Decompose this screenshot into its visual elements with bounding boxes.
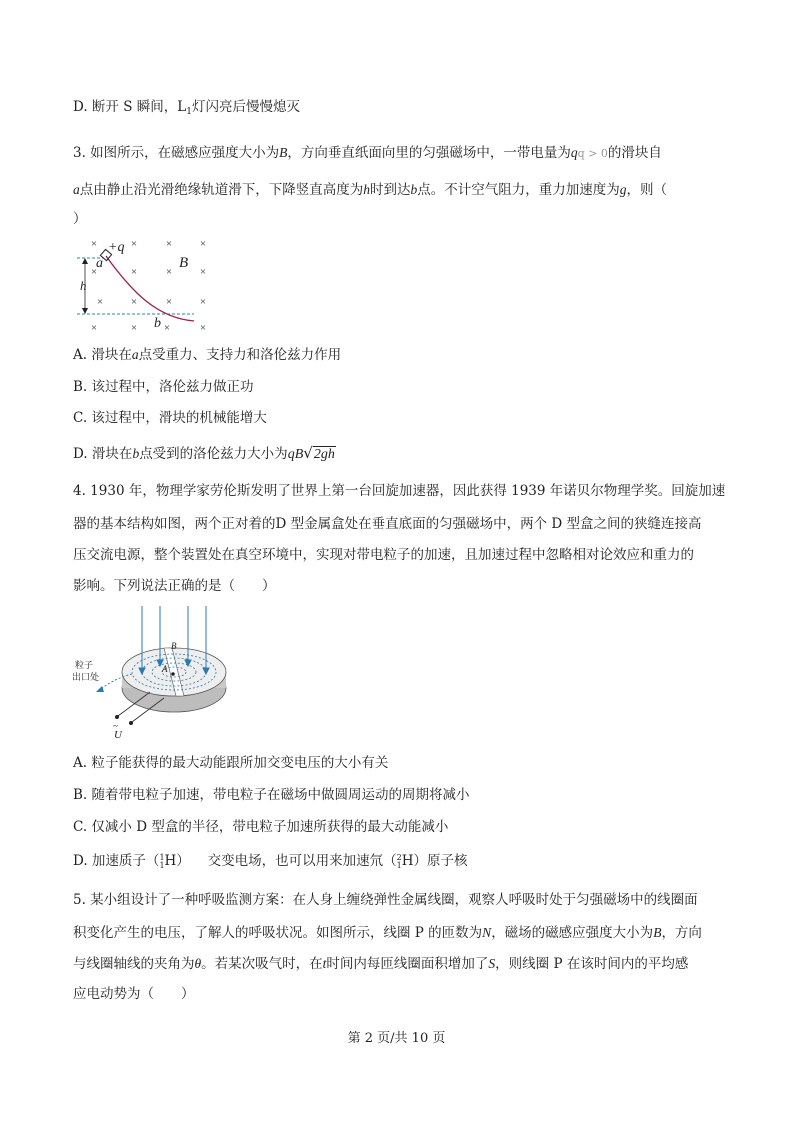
B-label: B <box>171 641 177 651</box>
svg-text:×: × <box>163 322 171 334</box>
svg-text:×: × <box>96 296 104 308</box>
svg-text:×: × <box>130 266 138 278</box>
q4-stem-line2: 器的基本结构如图，两个正对着的D 型金属盒处在垂直底面的匀强磁场中，两个 D 型盒之间的狭缝连接高 <box>73 516 702 532</box>
svg-text:×: × <box>199 296 207 308</box>
svg-text:×: × <box>165 266 173 278</box>
B-label: B <box>179 255 189 271</box>
q4-stem-line1: 4. 1930 年，物理学家劳伦斯发明了世界上第一台回旋加速器，因此获得 1939 年诺贝尔物理学奖。回旋加速 <box>73 483 726 499</box>
q4-option-d: D. 加速质子（1 1H） 交变电场，也可以用来加速氘（2 1H）原子核 <box>73 852 468 870</box>
svg-text:×: × <box>130 322 138 334</box>
q4-cyclotron-figure <box>72 604 232 744</box>
q3-stem-line3: ） <box>73 211 87 227</box>
q5-stem-line2: 积变化产生的电压，了解人的呼吸状况。如图所示，线圈 P 的匝数为N，磁场的磁感应强度大小为B，方向 <box>73 925 702 941</box>
q4-option-b: B. 随着带电粒子加速，带电粒子在磁场中做圆周运动的周期将减小 <box>73 787 470 803</box>
U-label: U <box>114 729 122 741</box>
q3-option-c: C. 该过程中，滑块的机械能增大 <box>73 410 267 426</box>
q3-stem-line1: 3. 如图所示，在磁感应强度大小为B，方向垂直纸面向里的匀强磁场中，一带电量为qq > 0的滑块自 <box>73 145 662 161</box>
svg-text:×: × <box>90 266 98 278</box>
deuteron-isotope-scripts: 2 1 <box>396 852 402 870</box>
svg-text:×: × <box>199 266 207 278</box>
svg-text:×: × <box>130 296 138 308</box>
svg-text:×: × <box>165 296 173 308</box>
q4-stem-line4: 影响。下列说法正确的是（ ） <box>73 578 276 594</box>
exit-label-2: 出口处 <box>72 672 100 682</box>
exit-label-1: 粒子 <box>75 660 94 670</box>
svg-text:×: × <box>199 322 207 334</box>
svg-text:×: × <box>90 322 98 334</box>
q5-stem-line4: 应电动势为（ ） <box>73 986 195 1002</box>
q3-stem-line2: a点由静止沿光滑绝缘轨道滑下，下降竖直高度为h时到达b点。不计空气阻力，重力加速度为g，则（ <box>73 182 667 198</box>
page-footer: 第 2 页/共 10 页 <box>347 1031 446 1046</box>
svg-text:×: × <box>165 238 173 250</box>
svg-text:~: ~ <box>113 721 118 731</box>
center-point <box>171 672 175 676</box>
q4-stem-line3: 压交流电源，整个装置处在真空环境中，实现对带电粒子的加速，且加速过程中忽略相对论效应和重力的 <box>73 547 694 563</box>
svg-text:×: × <box>130 238 138 250</box>
q3-option-a: A. 滑块在a点受重力、支持力和洛伦兹力作用 <box>73 347 342 363</box>
q2-option-d: D. 断开 S 瞬间，$L_1$灯闪亮后慢慢熄灭 <box>73 99 300 117</box>
A-label: A <box>162 664 168 674</box>
q3-option-d: D. 滑块在b点受到的洛伦兹力大小为qB√2gh <box>73 444 335 462</box>
q4-option-c: C. 仅减小 D 型盒的半径，带电粒子加速所获得的最大动能减小 <box>73 819 449 835</box>
h-label: h <box>80 278 87 293</box>
q3-figure <box>72 234 222 336</box>
q5-stem-line1: 5. 某小组设计了一种呼吸监测方案：在人身上缠绕弹性金属线圈，观察人呼吸时处于匀强磁场中的线圈面 <box>73 892 698 908</box>
q5-stem-line3: 与线圈轴线的夹角为θ。若某次吸气时，在t时间内每匝线圈面积增加了S，则线圈 P 在该时间内的平均感 <box>73 956 689 972</box>
b-label: b <box>154 316 161 331</box>
svg-text:×: × <box>90 238 98 250</box>
q3-option-b: B. 该过程中，洛伦兹力做正功 <box>73 379 254 395</box>
svg-text:×: × <box>199 238 207 250</box>
q4-option-a: A. 粒子能获得的最大动能跟所加交变电压的大小有关 <box>73 755 389 771</box>
charge-label: +q <box>108 240 125 255</box>
a-label: a <box>96 256 103 271</box>
proton-isotope-scripts: 1 1 <box>159 852 165 870</box>
